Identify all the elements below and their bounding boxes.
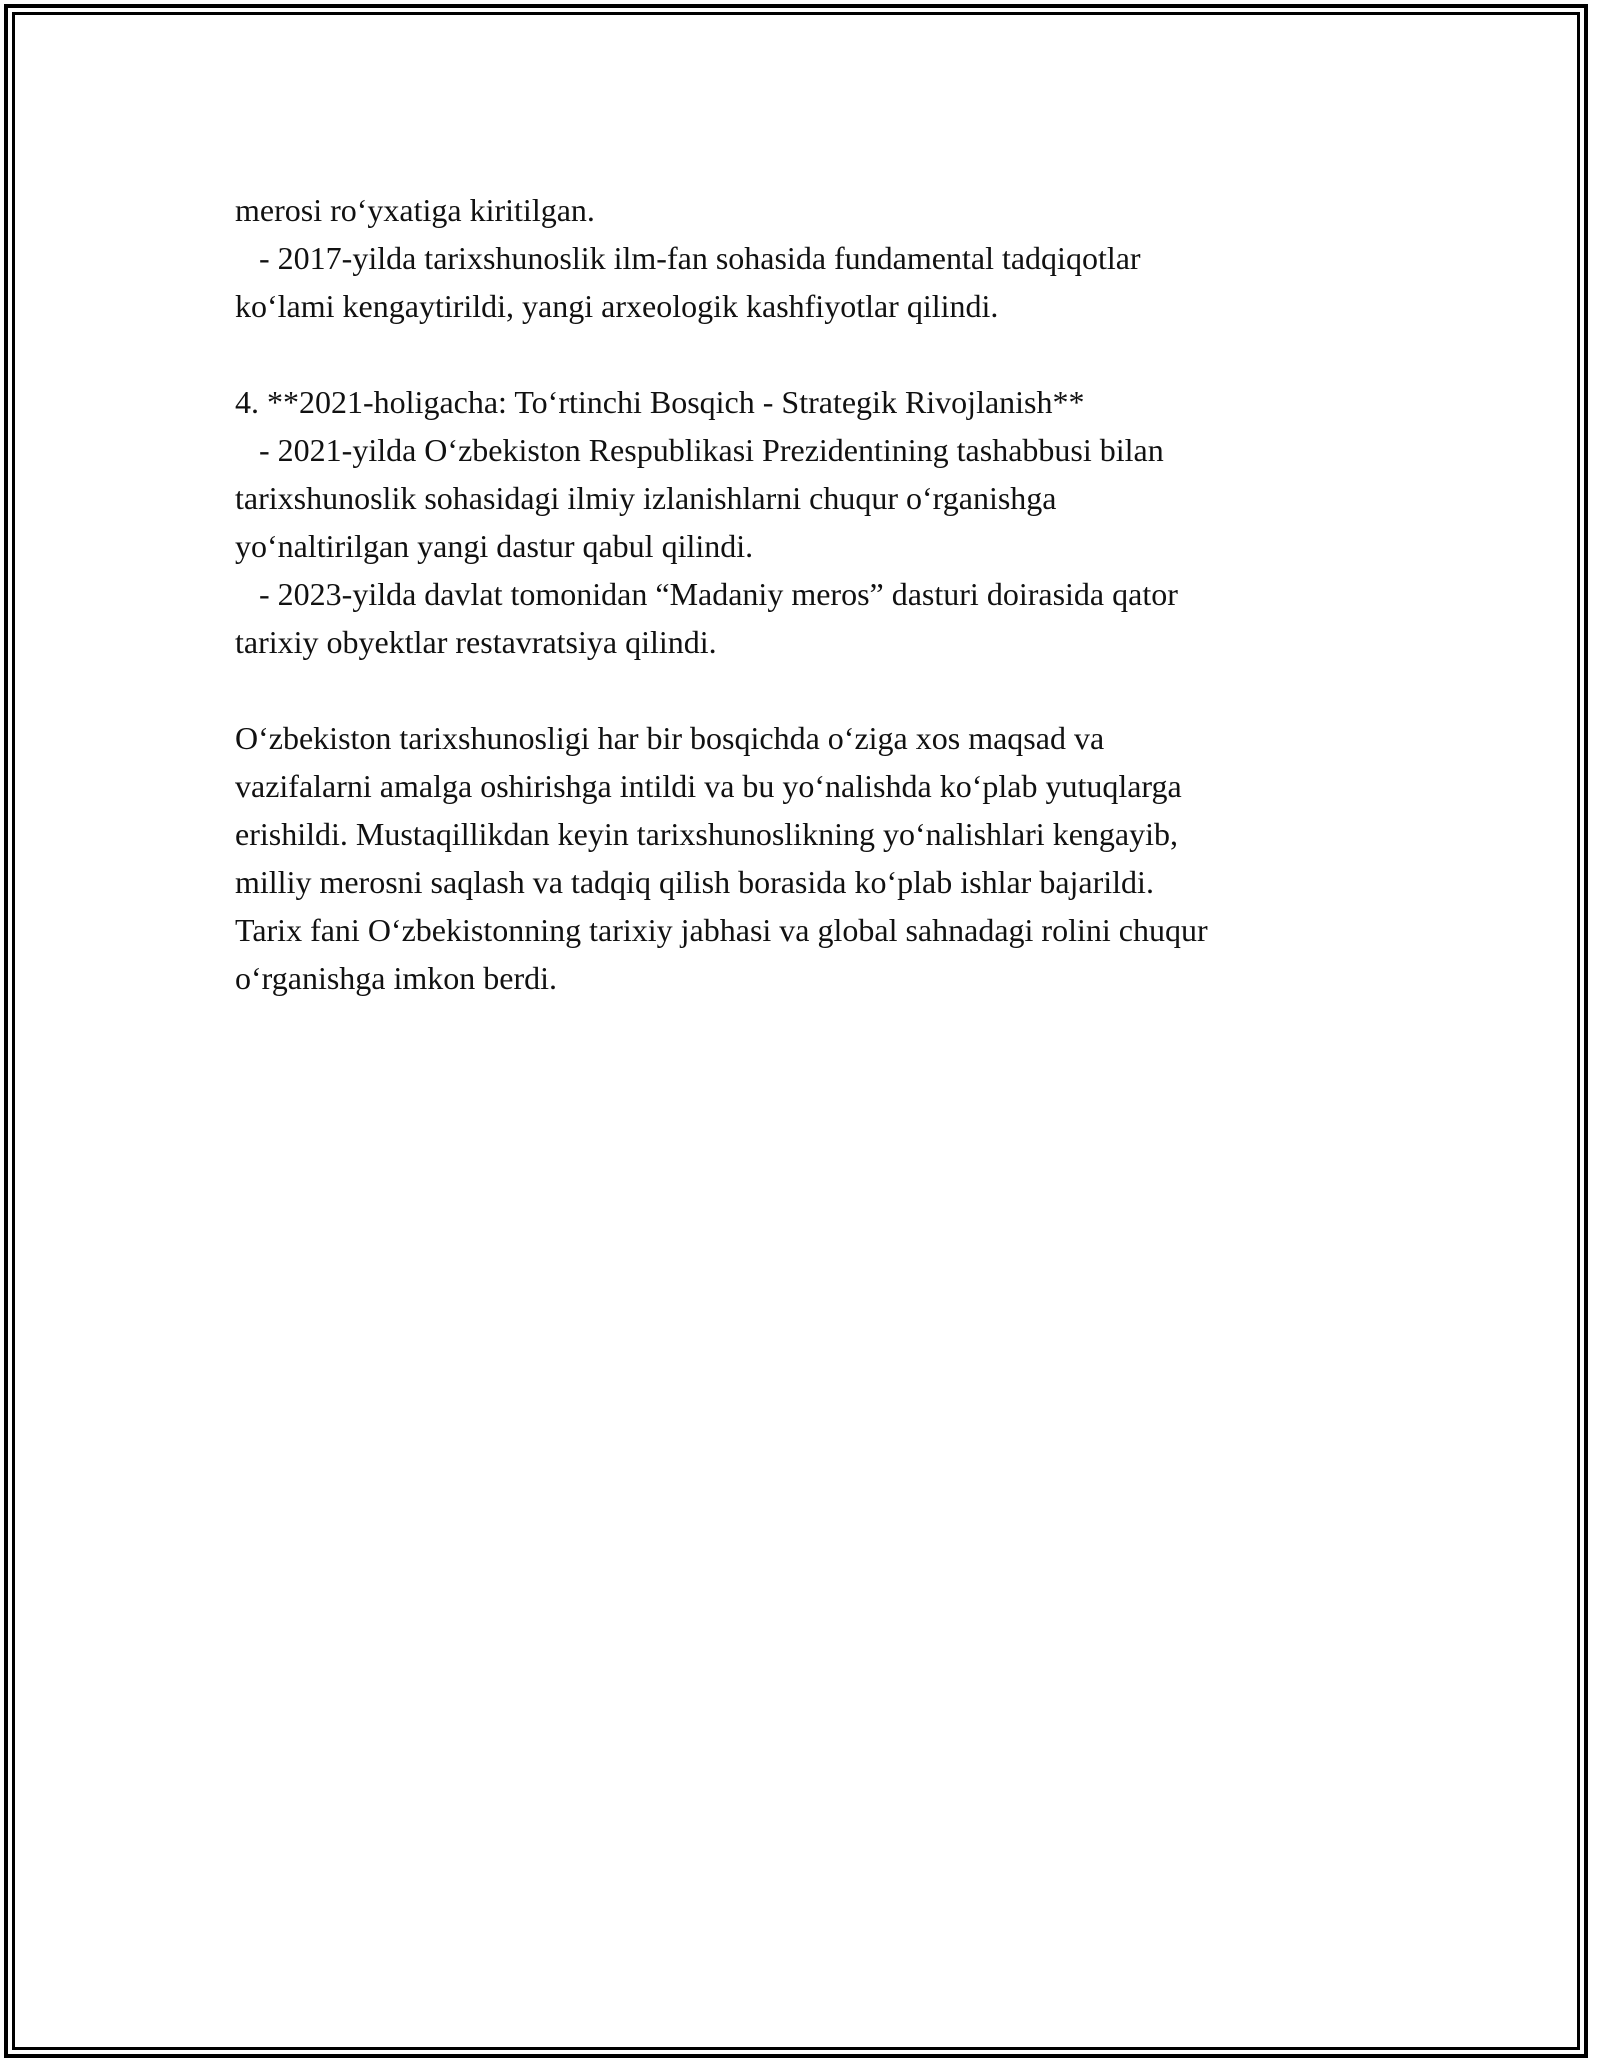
text-line: milliy merosni saqlash va tadqiq qilish borasida ko‘plab ishlar bajarildi. xyxy=(235,864,1154,900)
text-line: tarixiy obyektlar restavratsiya qilindi. xyxy=(235,624,717,660)
paragraph-continuation xyxy=(235,186,1375,330)
text-line: erishildi. Mustaqillikdan keyin tarixshunoslikning yo‘nalishlari kengayib, xyxy=(235,816,1178,852)
paragraph-gap xyxy=(235,666,1375,714)
document-body xyxy=(235,186,1375,1002)
text-line: tarixshunoslik sohasidagi ilmiy izlanishlarni chuqur o‘rganishga xyxy=(235,480,1057,516)
text-line: yo‘naltirilgan yangi dastur qabul qilindi. xyxy=(235,528,754,564)
section-heading: 4. **2021-holigacha: To‘rtinchi Bosqich - Strategik Rivojlanish** xyxy=(235,384,1085,420)
text-line: merosi ro‘yxatiga kiritilgan. xyxy=(235,192,595,228)
paragraph-conclusion xyxy=(235,714,1375,1002)
paragraph-gap xyxy=(235,330,1375,378)
text-line: - 2023-yilda davlat tomonidan “Madaniy meros” dasturi doirasida qator xyxy=(235,576,1178,612)
text-line: vazifalarni amalga oshirishga intildi va bu yo‘nalishda ko‘plab yutuqlarga xyxy=(235,768,1182,804)
text-line: - 2021-yilda O‘zbekiston Respublikasi Prezidentining tashabbusi bilan xyxy=(235,432,1164,468)
section-stage-4 xyxy=(235,378,1375,666)
text-line: O‘zbekiston tarixshunosligi har bir bosqichda o‘ziga xos maqsad va xyxy=(235,720,1105,756)
text-line: ko‘lami kengaytirildi, yangi arxeologik kashfiyotlar qilindi. xyxy=(235,288,999,324)
text-line: Tarix fani O‘zbekistonning tarixiy jabhasi va global sahnadagi rolini chuqur xyxy=(235,912,1208,948)
text-line: o‘rganishga imkon berdi. xyxy=(235,960,558,996)
text-line: - 2017-yilda tarixshunoslik ilm-fan sohasida fundamental tadqiqotlar xyxy=(235,240,1141,276)
